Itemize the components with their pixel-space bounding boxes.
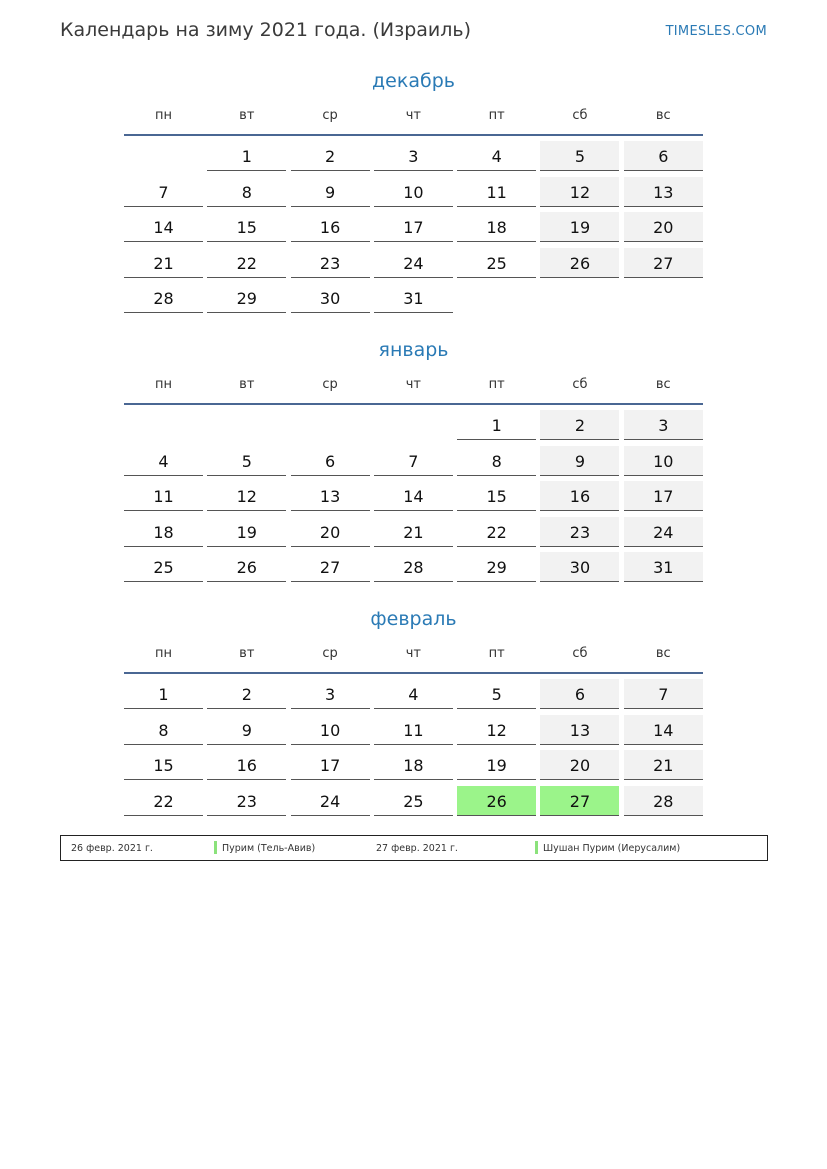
day-cell[interactable]: 26 (540, 248, 619, 278)
empty-cell (374, 410, 453, 440)
days-grid (124, 679, 703, 816)
day-cell[interactable]: 13 (291, 481, 370, 511)
weekday-header (124, 377, 703, 405)
day-cell[interactable]: 9 (540, 446, 619, 476)
day-cell[interactable]: 24 (624, 517, 703, 547)
month-block (124, 608, 703, 816)
legend-date-2: 27 февр. 2021 г. (376, 843, 458, 854)
day-cell[interactable]: 1 (124, 679, 203, 709)
empty-cell (291, 410, 370, 440)
day-cell[interactable]: 17 (624, 481, 703, 511)
day-cell[interactable]: 5 (457, 679, 536, 709)
day-cell[interactable]: 17 (291, 750, 370, 780)
weekday-label: пт (488, 377, 505, 392)
legend-date-1: 26 февр. 2021 г. (71, 843, 153, 854)
empty-cell (124, 141, 203, 171)
legend-holiday-1: Пурим (Тель-Авив) (222, 843, 316, 854)
day-cell[interactable]: 12 (457, 715, 536, 745)
month-block (124, 339, 703, 582)
weekday-label: вт (239, 646, 255, 661)
day-cell[interactable]: 19 (207, 517, 286, 547)
days-grid (124, 141, 703, 313)
day-cell[interactable]: 15 (207, 212, 286, 242)
day-cell[interactable]: 27 (291, 552, 370, 582)
day-cell[interactable]: 10 (291, 715, 370, 745)
holiday-day-cell[interactable]: 26 (457, 786, 536, 816)
day-cell[interactable]: 28 (624, 786, 703, 816)
day-cell[interactable]: 23 (540, 517, 619, 547)
day-cell[interactable]: 3 (291, 679, 370, 709)
day-cell[interactable]: 6 (291, 446, 370, 476)
day-cell[interactable]: 3 (374, 141, 453, 171)
weekday-label: чт (405, 377, 422, 392)
day-cell[interactable]: 8 (457, 446, 536, 476)
day-cell[interactable]: 30 (291, 283, 370, 313)
day-cell[interactable]: 11 (374, 715, 453, 745)
day-cell[interactable]: 31 (624, 552, 703, 582)
day-cell[interactable]: 15 (124, 750, 203, 780)
day-cell[interactable]: 18 (124, 517, 203, 547)
day-cell[interactable]: 21 (624, 750, 703, 780)
empty-cell (124, 410, 203, 440)
legend-color-mark-1 (214, 841, 217, 854)
day-cell[interactable]: 9 (207, 715, 286, 745)
day-cell[interactable]: 4 (374, 679, 453, 709)
day-cell[interactable]: 29 (457, 552, 536, 582)
day-cell[interactable]: 2 (540, 410, 619, 440)
month-name: февраль (370, 608, 457, 630)
site-link[interactable]: TIMESLES.COM (665, 24, 767, 39)
day-cell[interactable]: 22 (124, 786, 203, 816)
weekday-header (124, 646, 703, 674)
day-cell[interactable]: 15 (457, 481, 536, 511)
weekday-label: чт (405, 646, 422, 661)
day-cell[interactable]: 16 (540, 481, 619, 511)
day-cell[interactable]: 23 (291, 248, 370, 278)
weekday-header (124, 108, 703, 136)
day-cell[interactable]: 19 (457, 750, 536, 780)
month-block (124, 70, 703, 313)
day-cell[interactable]: 10 (374, 177, 453, 207)
day-cell[interactable]: 11 (124, 481, 203, 511)
weekday-label: сб (572, 108, 588, 123)
day-cell[interactable]: 20 (291, 517, 370, 547)
day-cell[interactable]: 16 (207, 750, 286, 780)
day-cell[interactable]: 19 (540, 212, 619, 242)
day-cell[interactable]: 22 (207, 248, 286, 278)
day-cell[interactable]: 7 (124, 177, 203, 207)
day-cell[interactable]: 29 (207, 283, 286, 313)
days-grid (124, 410, 703, 582)
day-cell[interactable]: 25 (457, 248, 536, 278)
weekday-label: вт (239, 377, 255, 392)
day-cell[interactable]: 23 (207, 786, 286, 816)
day-cell[interactable]: 24 (291, 786, 370, 816)
weekday-label: пт (488, 108, 505, 123)
day-cell[interactable]: 12 (540, 177, 619, 207)
day-cell[interactable]: 16 (291, 212, 370, 242)
day-cell[interactable]: 13 (624, 177, 703, 207)
legend-holiday-2: Шушан Пурим (Иерусалим) (543, 843, 681, 854)
weekday-label: пт (488, 646, 505, 661)
day-cell[interactable]: 28 (124, 283, 203, 313)
day-cell[interactable]: 5 (207, 446, 286, 476)
day-cell[interactable]: 7 (624, 679, 703, 709)
weekday-label: пн (155, 108, 172, 123)
weekday-label: вс (655, 377, 671, 392)
weekday-label: ср (322, 108, 338, 123)
day-cell[interactable]: 14 (374, 481, 453, 511)
day-cell[interactable]: 28 (374, 552, 453, 582)
holiday-day-cell[interactable]: 27 (540, 786, 619, 816)
day-cell[interactable]: 2 (291, 141, 370, 171)
day-cell[interactable]: 1 (207, 141, 286, 171)
day-cell[interactable]: 12 (207, 481, 286, 511)
day-cell[interactable]: 6 (540, 679, 619, 709)
day-cell[interactable]: 17 (374, 212, 453, 242)
day-cell[interactable]: 31 (374, 283, 453, 313)
day-cell[interactable]: 25 (374, 786, 453, 816)
day-cell[interactable]: 4 (457, 141, 536, 171)
day-cell[interactable]: 10 (624, 446, 703, 476)
day-cell[interactable]: 2 (207, 679, 286, 709)
day-cell[interactable]: 20 (540, 750, 619, 780)
page-title: Календарь на зиму 2021 года. (Израиль) (60, 19, 472, 41)
day-cell[interactable]: 4 (124, 446, 203, 476)
day-cell[interactable]: 8 (124, 715, 203, 745)
weekday-label: сб (572, 646, 588, 661)
legend-color-mark-2 (535, 841, 538, 854)
weekday-label: чт (405, 108, 422, 123)
day-cell[interactable]: 5 (540, 141, 619, 171)
day-cell[interactable]: 3 (624, 410, 703, 440)
day-cell[interactable]: 25 (124, 552, 203, 582)
month-name: январь (378, 339, 449, 361)
day-cell[interactable]: 27 (624, 248, 703, 278)
day-cell[interactable]: 6 (624, 141, 703, 171)
weekday-label: вт (239, 108, 255, 123)
weekday-label: ср (322, 377, 338, 392)
weekday-label: сб (572, 377, 588, 392)
day-cell[interactable]: 14 (124, 212, 203, 242)
weekday-label: вс (655, 646, 671, 661)
day-cell[interactable]: 9 (291, 177, 370, 207)
weekday-label: вс (655, 108, 671, 123)
day-cell[interactable]: 20 (624, 212, 703, 242)
day-cell[interactable]: 8 (207, 177, 286, 207)
month-name: декабрь (372, 70, 455, 92)
weekday-label: пн (155, 646, 172, 661)
day-cell[interactable]: 14 (624, 715, 703, 745)
day-cell[interactable]: 11 (457, 177, 536, 207)
weekday-label: пн (155, 377, 172, 392)
day-cell[interactable]: 30 (540, 552, 619, 582)
day-cell[interactable]: 26 (207, 552, 286, 582)
day-cell[interactable]: 18 (457, 212, 536, 242)
day-cell[interactable]: 21 (124, 248, 203, 278)
weekday-label: ср (322, 646, 338, 661)
holiday-legend (60, 835, 768, 861)
empty-cell (207, 410, 286, 440)
day-cell[interactable]: 7 (374, 446, 453, 476)
day-cell[interactable]: 13 (540, 715, 619, 745)
day-cell[interactable]: 24 (374, 248, 453, 278)
day-cell[interactable]: 21 (374, 517, 453, 547)
day-cell[interactable]: 1 (457, 410, 536, 440)
day-cell[interactable]: 22 (457, 517, 536, 547)
day-cell[interactable]: 18 (374, 750, 453, 780)
